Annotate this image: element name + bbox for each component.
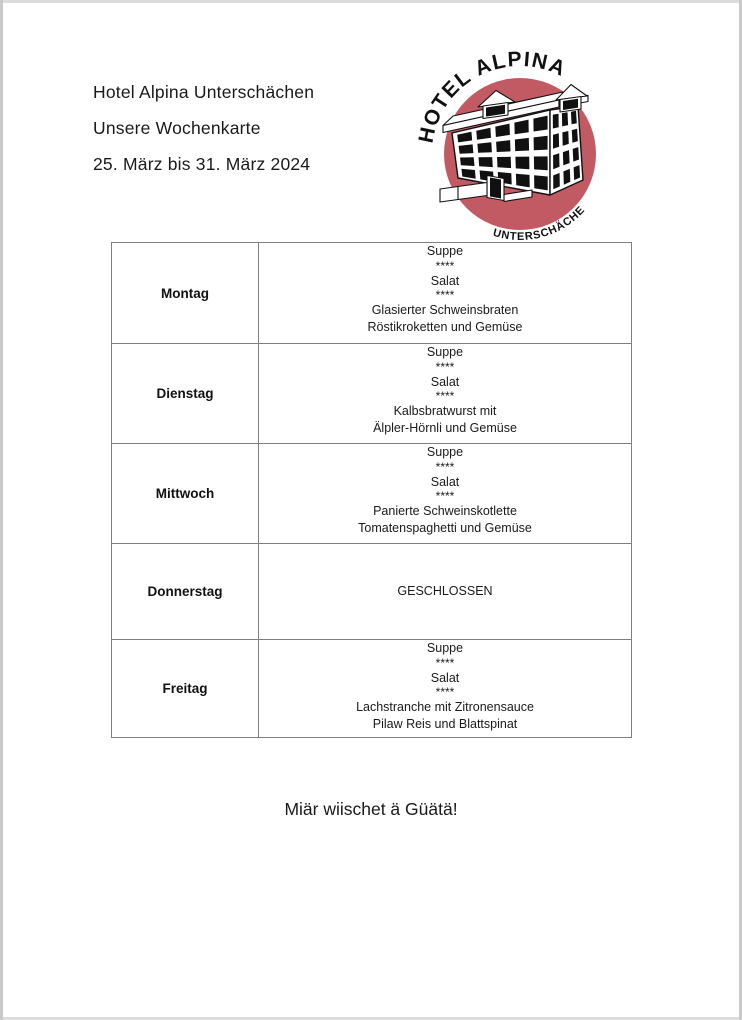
page-edge-top xyxy=(0,0,742,3)
building-window xyxy=(534,175,548,190)
building-door xyxy=(490,178,501,199)
header-subtitle: Unsere Wochenkarte xyxy=(93,118,261,138)
building-window xyxy=(534,136,548,151)
hotel-alpina-logo xyxy=(414,26,620,244)
menu-line: Salat xyxy=(430,670,460,685)
menu-line: Panierte Schweinskotlette xyxy=(373,504,517,518)
building-window xyxy=(516,174,530,188)
building-window xyxy=(553,173,560,189)
building-window xyxy=(571,111,577,125)
weekly-menu-table xyxy=(111,242,632,738)
building-window xyxy=(515,157,529,170)
menu-line: Suppe xyxy=(426,445,464,459)
building-window xyxy=(497,157,511,168)
building-window xyxy=(477,142,492,153)
building-window xyxy=(534,156,548,170)
building-window xyxy=(572,129,578,143)
menu-line: Suppe xyxy=(426,345,464,359)
page-edge-left xyxy=(0,0,3,1020)
building-window xyxy=(515,138,529,151)
menu-line: Älpler-Hörnli und Gemüse xyxy=(373,420,517,435)
separator-stars: **** xyxy=(435,685,455,699)
menu-cell xyxy=(259,344,632,444)
building-window xyxy=(553,114,559,129)
building-window xyxy=(459,144,474,153)
building-window xyxy=(553,133,559,148)
menu-line: GESCHLOSSEN xyxy=(397,584,493,599)
header-hotel-name: Hotel Alpina Unterschächen xyxy=(93,82,315,102)
menu-line: Kalbsbratwurst mit xyxy=(393,404,497,418)
menu-line: Röstikroketten und Gemüse xyxy=(367,319,523,334)
building-window xyxy=(479,157,493,167)
building-window xyxy=(563,150,570,165)
logo-arc-text-bottom: UNTERSCHÄCHEN xyxy=(415,26,588,244)
day-label: Montag xyxy=(112,243,259,344)
table-row xyxy=(112,243,632,344)
table-row xyxy=(112,640,632,738)
building-window xyxy=(573,147,579,162)
menu-line: Suppe xyxy=(426,244,464,258)
menu-line: Salat xyxy=(430,474,460,489)
separator-stars: **** xyxy=(435,459,455,474)
building-window xyxy=(574,165,581,180)
menu-line: Pilaw Reis und Blattspinat xyxy=(372,716,518,731)
menu-cell xyxy=(259,544,632,640)
menu-line: Salat xyxy=(430,374,460,389)
day-label: Dienstag xyxy=(112,344,259,444)
day-label: Donnerstag xyxy=(112,544,259,640)
menu-line: Tomatenspaghetti und Gemüse xyxy=(358,520,532,535)
day-label: Freitag xyxy=(112,640,259,738)
building-window xyxy=(562,112,568,126)
menu-cell xyxy=(259,640,632,738)
menu-line: Glasierter Schweinsbraten xyxy=(371,303,519,317)
table-row xyxy=(112,344,632,444)
building-window xyxy=(553,153,559,169)
building-window xyxy=(460,157,475,166)
separator-stars: **** xyxy=(435,655,455,670)
header-date-range: 25. März bis 31. März 2024 xyxy=(93,154,311,174)
day-label: Mittwoch xyxy=(112,444,259,544)
menu-cell xyxy=(259,243,632,344)
building-window xyxy=(562,131,568,146)
separator-stars: **** xyxy=(435,258,455,273)
menu-line: Lachstranche mit Zitronensauce xyxy=(356,700,534,714)
footer-greeting: Miär wiischet ä Güätä! xyxy=(284,799,458,819)
menu-line: Suppe xyxy=(426,641,464,655)
logo-arc-text-top: HOTEL ALPINA xyxy=(414,47,570,145)
menu-cell xyxy=(259,444,632,544)
separator-stars: **** xyxy=(435,288,455,302)
building-window xyxy=(496,140,510,152)
menu-line: Salat xyxy=(430,273,460,288)
separator-stars: **** xyxy=(435,359,455,374)
menu-table-body xyxy=(112,243,632,738)
separator-stars: **** xyxy=(435,489,455,503)
table-row xyxy=(112,444,632,544)
separator-stars: **** xyxy=(435,389,455,403)
table-row xyxy=(112,544,632,640)
